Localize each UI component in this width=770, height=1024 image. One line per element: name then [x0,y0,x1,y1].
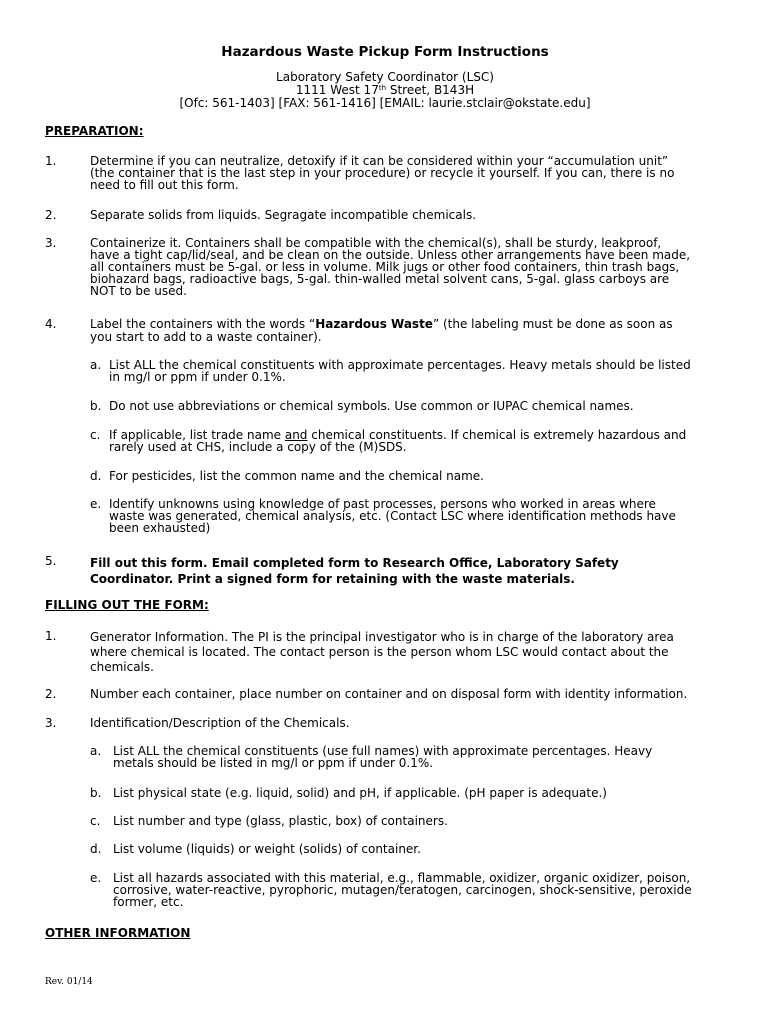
sub-list-item: a. List ALL the chemical constituents with approximate percentages. Heavy metals should be listed in mg/l or ppm if under 0.1%. [90,358,691,384]
header-address: 1111 West 17th Street, B143H [295,83,475,97]
section-heading-other: OTHER INFORMATION [45,926,191,940]
list-number: 1. [45,629,57,643]
list-item: Fill out this form. Email completed form to Research Office, Laboratory Safety Coordinator. Print a signed form for retaining with the waste materials. [90,556,619,586]
sub-list-item: d. List volume (liquids) or weight (solids) of container. [90,842,421,856]
list-number: 2. [45,208,57,222]
list-item: Number each container, place number on container and on disposal form with identity information. [90,687,688,701]
sub-list-item: b. List physical state (e.g. liquid, solid) and pH, if applicable. (pH paper is adequate.) [90,786,607,800]
section-heading-preparation: PREPARATION: [45,124,144,138]
header-coordinator: Laboratory Safety Coordinator (LSC) [276,70,494,84]
list-number: 3. [45,236,57,250]
sub-list-item: b. Do not use abbreviations or chemical symbols. Use common or IUPAC chemical names. [90,399,634,413]
list-item: Identification/Description of the Chemicals. [90,716,350,730]
sub-list-item: e. Identify unknowns using knowledge of past processes, persons who worked in areas where waste was generated, chemical analysis, etc. (Contact LSC where identification methods have been exhausted) [90,497,676,535]
list-item: Determine if you can neutralize, detoxify if it can be considered within your “accumulation unit” (the container that is the last step in your procedure) or recycle it yourself. If you can, there is no need to fill out this form. [90,154,675,192]
sub-list-item: c. List number and type (glass, plastic, box) of containers. [90,814,448,828]
header-contacts: [Ofc: 561-1403] [FAX: 561-1416] [EMAIL: laurie.stclair@okstate.edu] [179,96,591,110]
section-heading-filling: FILLING OUT THE FORM: [45,598,209,612]
revision-footer: Rev. 01/14 [45,977,93,987]
list-number: 5. [45,554,57,568]
list-number: 3. [45,716,57,730]
list-number: 2. [45,687,57,701]
list-number: 4. [45,317,57,331]
sub-list-item: a. List ALL the chemical constituents (use full names) with approximate percentages. Heavy metals should be listed in mg/l or ppm if under 0.1%. [90,744,653,770]
list-item: Separate solids from liquids. Segragate incompatible chemicals. [90,208,477,222]
document-title: Hazardous Waste Pickup Form Instructions [221,44,549,60]
sub-list-item: c. If applicable, list trade name and chemical constituents. If chemical is extremely hazardous and rarely used at CHS, include a copy of the (M)SDS. [90,428,687,454]
sub-list-item: d. For pesticides, list the common name and the chemical name. [90,469,484,483]
sub-list-item: e. List all hazards associated with this material, e.g., flammable, oxidizer, organic oxidizer, poison, corrosive, water-reactive, pyrophoric, mutagen/teratogen, carcinogen, shock-sensitive, peroxide former, etc. [90,871,692,909]
list-item: Containerize it. Containers shall be compatible with the chemical(s), shall be sturdy, leakproof, have a tight cap/lid/seal, and be clean on the outside. Unless other arrangements have been made, all containers must be 5-gal. or less in volume. Milk jugs or other food containers, thin trash bags, biohazard bags, radioactive bags, 5-gal. thin-walled metal solvent cans, 5-gal. glass carboys are NOT to be used. [90,236,691,298]
list-item: Generator Information. The PI is the principal investigator who is in charge of the laboratory area where chemical is located. The contact person is the person whom LSC would contact about the chemicals. [90,630,674,674]
hazardous-waste-label: Hazardous Waste [315,317,433,331]
list-number: 1. [45,154,57,168]
list-item: Label the containers with the words “Hazardous Waste” (the labeling must be done as soon as you start to add to a waste container). [90,317,673,344]
